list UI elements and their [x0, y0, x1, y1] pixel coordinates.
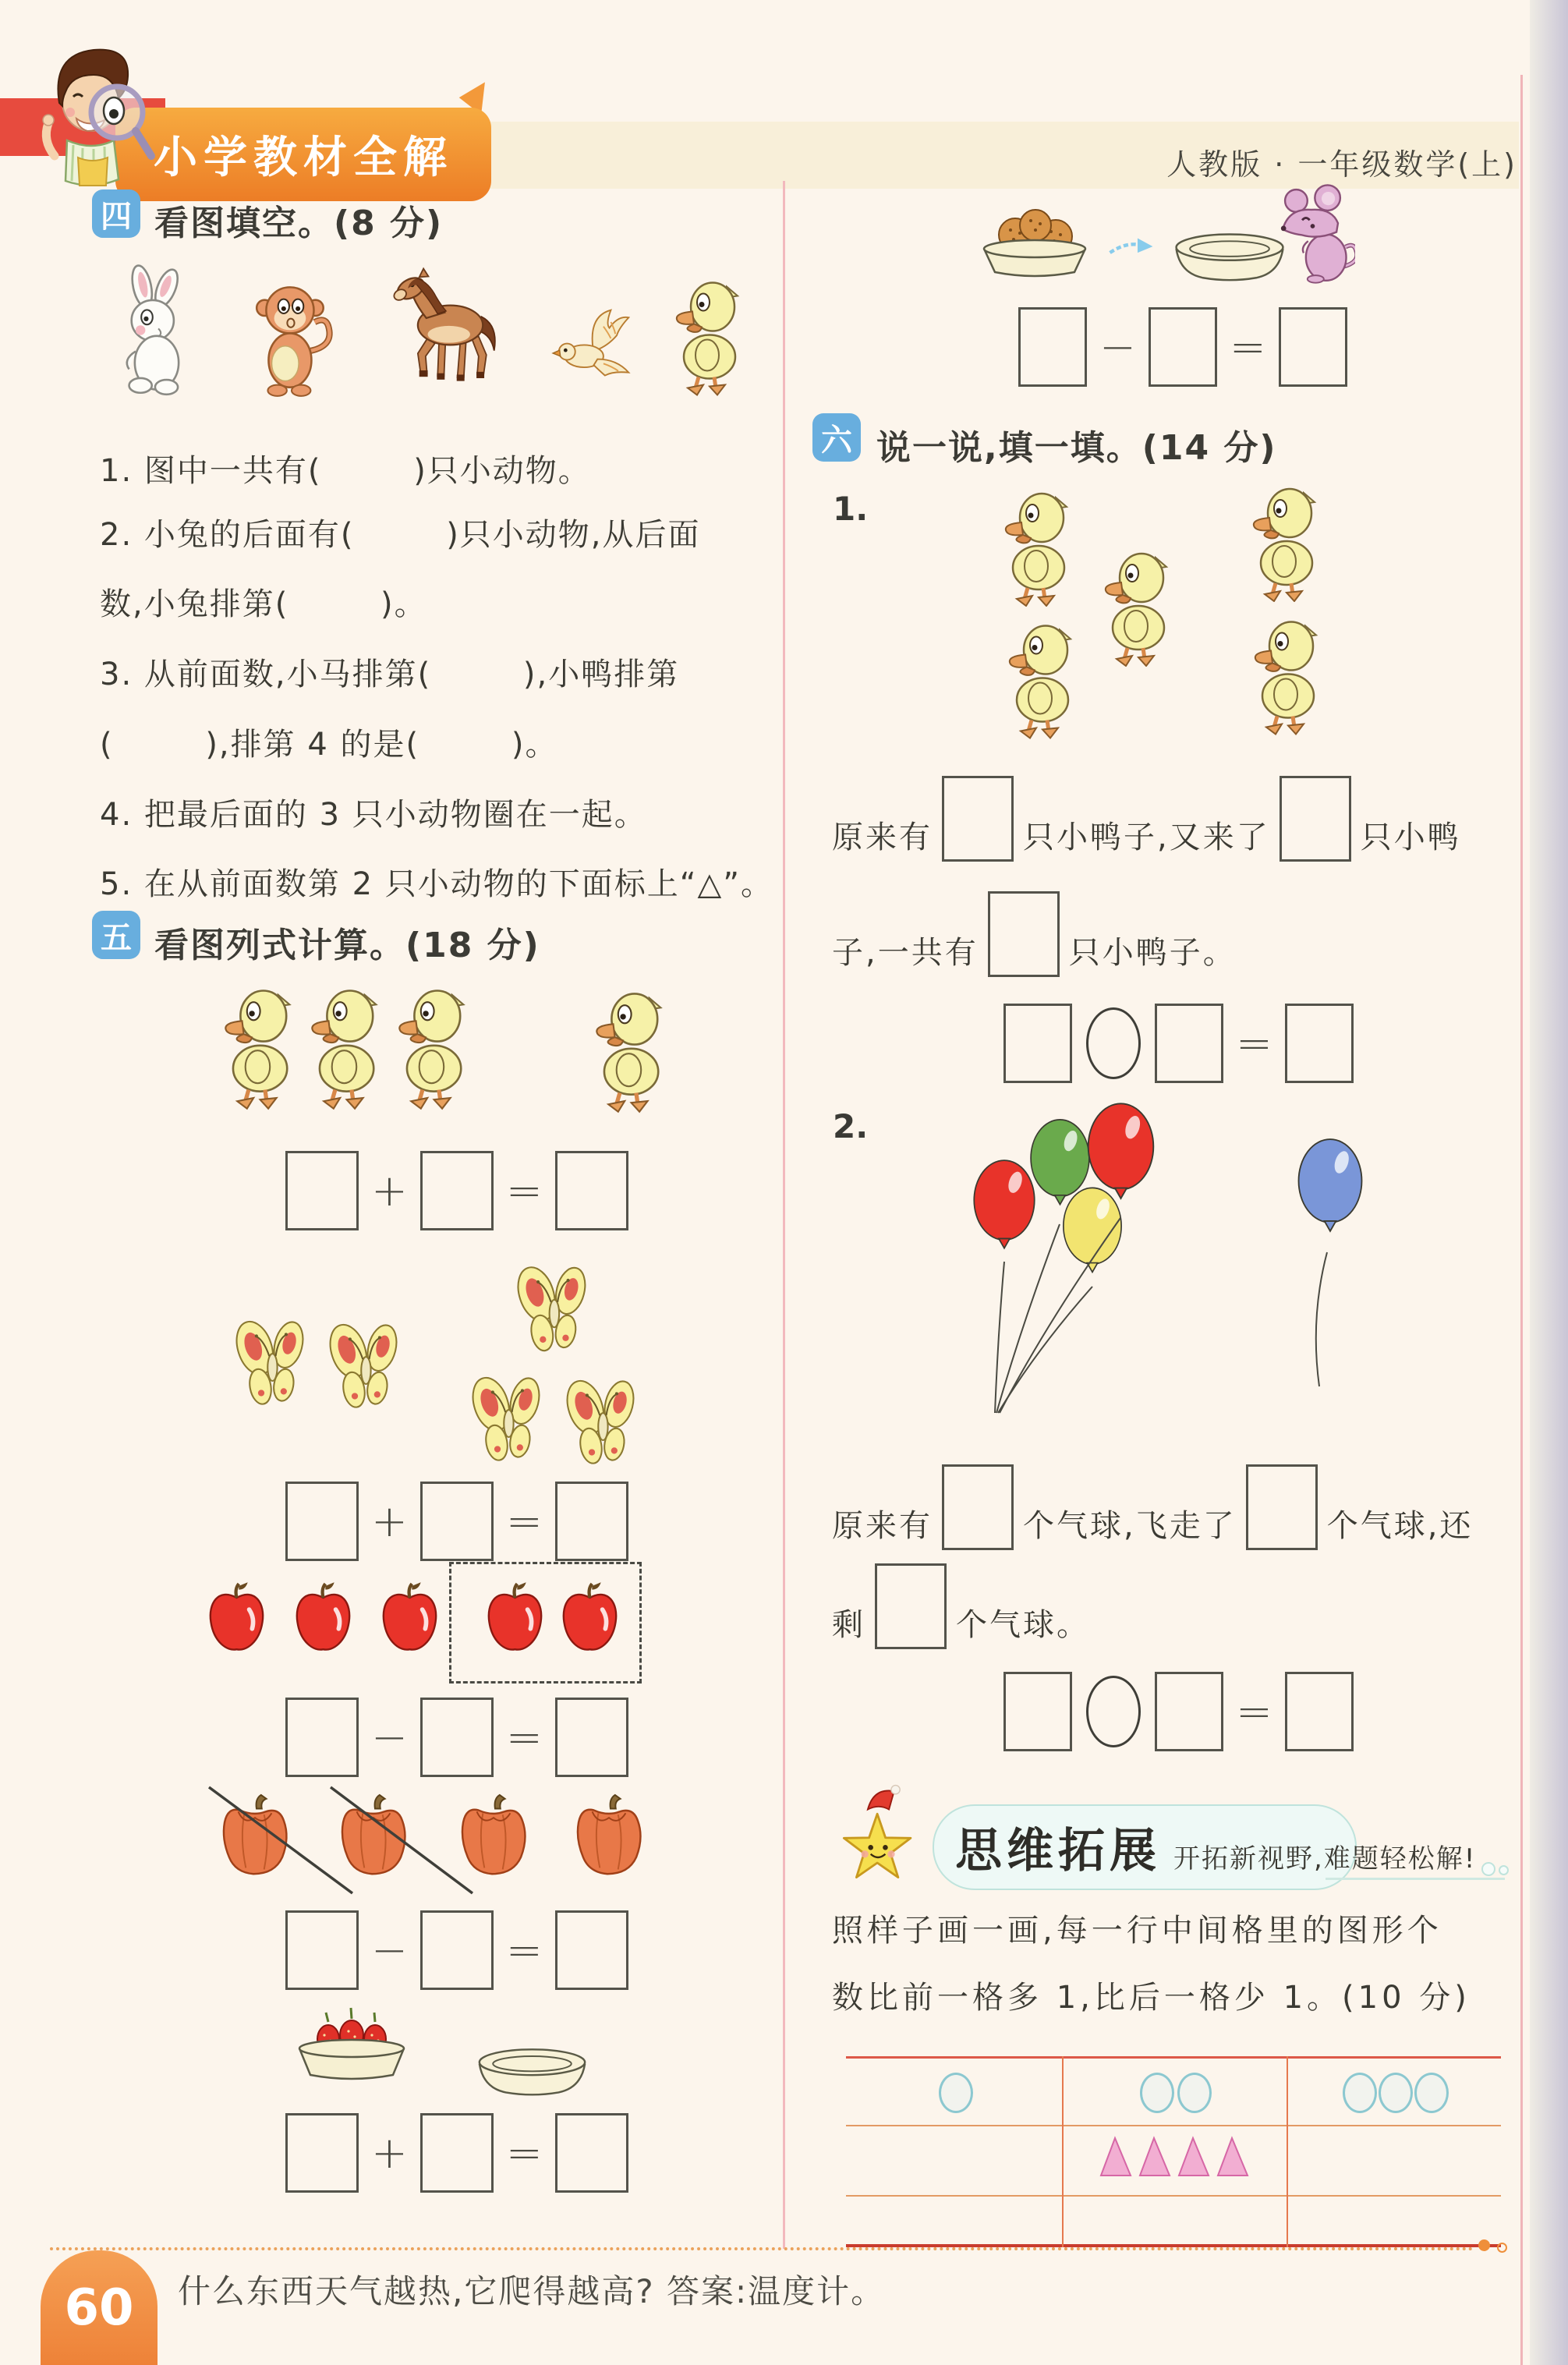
item-2-label: 2.: [833, 1107, 869, 1145]
duck-icon: [1246, 485, 1324, 602]
fill-text: 只小鸭子,又来了: [1023, 820, 1270, 855]
equals-sign: =: [1229, 321, 1266, 373]
bird-icon: [550, 306, 638, 384]
answer-box[interactable]: [555, 1482, 628, 1561]
apple-icon: [290, 1581, 356, 1655]
apple-icon: [557, 1581, 623, 1655]
question-4: 4. 把最后面的 3 只小动物圈在一起。: [100, 797, 647, 833]
question-3-line1: 3. 从前面数,小马排第( ),小鸭排第: [100, 657, 680, 692]
mouse-icon: [1269, 183, 1355, 286]
equation-ducks-choose-op: [1003, 1004, 1354, 1083]
table-line: [846, 2056, 1501, 2059]
section-five-badge: 五: [92, 911, 140, 959]
question-2-line1: 2. 小兔的后面有( )只小动物,从后面: [100, 517, 701, 553]
butterfly-icon: [232, 1315, 317, 1418]
answer-box[interactable]: [555, 1910, 628, 1990]
horse-icon: [387, 259, 500, 399]
deco-circle: [1481, 1862, 1495, 1876]
apple-icon: [377, 1581, 443, 1655]
answer-box[interactable]: [285, 1698, 359, 1777]
answer-box[interactable]: [420, 1698, 494, 1777]
deco-circle: [1499, 1865, 1509, 1875]
section-five-title: 看图列式计算。(18 分): [154, 926, 540, 965]
fill-text: 原来有: [832, 1508, 933, 1544]
footer-riddle: 什么东西天气越热,它爬得越高? 答案:温度计。: [178, 2272, 886, 2310]
operator-circle[interactable]: [1086, 1007, 1141, 1079]
thinking-subtitle: 开拓新视野,难题轻松解!: [1173, 1843, 1477, 1875]
answer-box[interactable]: [942, 776, 1014, 862]
pattern-triangles: [1098, 2135, 1254, 2180]
thinking-instruction-line2: 数比前一格多 1,比后一格少 1。(10 分): [832, 1980, 1471, 2016]
balloons-fill-line2: [832, 1567, 1090, 1649]
operator-circle[interactable]: [1086, 1676, 1141, 1747]
equation-apples: [285, 1698, 628, 1777]
page-number-badge: [41, 2250, 158, 2365]
blue-balloon-icon: [1294, 1132, 1366, 1255]
question-3-line2: ( ),排第 4 的是( )。: [100, 727, 558, 763]
thinking-underline: [1326, 1878, 1505, 1880]
section-six-title: 说一说,填一填。(14 分): [876, 428, 1277, 468]
empty-plate-icon: [468, 2034, 596, 2101]
series-logo-banner: [115, 108, 491, 201]
fill-text: 只小鸭: [1360, 820, 1461, 855]
answer-box[interactable]: [285, 1910, 359, 1990]
duck-icon: [304, 981, 386, 1115]
duck-icon: [1098, 550, 1176, 667]
rabbit-icon: [114, 264, 200, 398]
series-logo-text: 小学教材全解: [154, 133, 453, 183]
plus-operator: +: [371, 1165, 408, 1216]
apple-icon: [204, 1581, 270, 1655]
thinking-title: 思维拓展: [955, 1824, 1161, 1878]
fill-text: 只小鸭子。: [1068, 935, 1237, 971]
pattern-circle: [939, 2073, 973, 2113]
butterfly-icon: [511, 1262, 601, 1363]
answer-box[interactable]: [285, 1482, 359, 1561]
equals-sign: =: [505, 2127, 543, 2179]
table-line: [846, 2125, 1501, 2126]
footer-rule: [50, 2247, 1474, 2250]
equals-sign: =: [505, 1165, 543, 1216]
answer-box[interactable]: [555, 2113, 628, 2193]
answer-box[interactable]: [555, 1698, 628, 1777]
answer-box[interactable]: [1285, 1672, 1354, 1751]
balloon-string: [1287, 1248, 1364, 1392]
monkey-icon: [249, 274, 336, 398]
answer-box[interactable]: [875, 1563, 947, 1649]
page-number: 60: [64, 2278, 134, 2337]
strawberry-plate-icon: [285, 2000, 418, 2090]
fill-text: 个气球,还: [1326, 1508, 1474, 1544]
item-1-label: 1.: [833, 490, 869, 528]
thinking-instruction-line1: 照样子画一画,每一行中间格里的图形个: [832, 1913, 1442, 1949]
page-edge-line: [1520, 75, 1523, 2365]
answer-box[interactable]: [1003, 1004, 1072, 1083]
fill-text: 原来有: [832, 820, 933, 855]
equals-sign: =: [505, 1496, 543, 1547]
balloons-fill-line1: [832, 1464, 1473, 1550]
minus-operator: −: [371, 1924, 408, 1976]
scan-edge: [1530, 0, 1568, 2365]
answer-box[interactable]: [1155, 1672, 1223, 1751]
answer-box[interactable]: [555, 1151, 628, 1230]
section-six-badge: 六: [812, 413, 861, 462]
equation-peppers: [285, 1910, 628, 1990]
pattern-circle: [1140, 2073, 1174, 2113]
butterfly-icon: [326, 1318, 410, 1421]
pattern-circle: [1379, 2073, 1413, 2113]
duck-icon: [218, 981, 299, 1115]
plus-operator: +: [371, 2127, 408, 2179]
answer-box[interactable]: [285, 2113, 359, 2193]
apple-icon: [482, 1581, 548, 1655]
duck-icon: [669, 277, 747, 398]
answer-box[interactable]: [1285, 1004, 1354, 1083]
equation-balloons-choose-op: [1003, 1672, 1354, 1751]
pepper-icon: [569, 1793, 649, 1881]
answer-box[interactable]: [420, 2113, 494, 2193]
fill-text: 个气球。: [956, 1607, 1090, 1643]
fill-text: 剩: [832, 1607, 865, 1643]
pattern-circle: [1343, 2073, 1377, 2113]
answer-box[interactable]: [1003, 1672, 1072, 1751]
minus-operator: −: [371, 1712, 408, 1763]
star-mascot-icon: [831, 1784, 926, 1895]
answer-box[interactable]: [988, 891, 1060, 977]
cross-out-marks: [203, 1782, 483, 1899]
equation-buns: [1018, 307, 1347, 387]
fill-text: 子,一共有: [832, 935, 979, 971]
question-5: 5. 在从前面数第 2 只小动物的下面标上“△”。: [100, 866, 773, 902]
equation-butterflies: [285, 1482, 628, 1561]
answer-box[interactable]: [285, 1151, 359, 1230]
answer-box[interactable]: [1280, 776, 1351, 862]
ducks-fill-line1: [832, 776, 1461, 862]
plus-operator: +: [371, 1496, 408, 1547]
section-four-badge: 四: [92, 189, 140, 238]
buns-plate-icon: [968, 193, 1101, 281]
pattern-circle: [1414, 2073, 1449, 2113]
equals-sign: =: [505, 1924, 543, 1976]
duck-icon: [391, 981, 473, 1115]
equals-sign: =: [1236, 1018, 1272, 1069]
butterfly-icon: [469, 1371, 553, 1474]
duck-icon: [1002, 620, 1080, 741]
section-four-title: 看图填空。(8 分): [154, 204, 444, 243]
footer-dot: [1478, 2239, 1490, 2251]
answer-box[interactable]: [1018, 307, 1087, 387]
duck-icon: [1248, 616, 1326, 737]
column-divider: [783, 181, 785, 2249]
duck-icon: [589, 984, 671, 1118]
answer-box[interactable]: [1155, 1004, 1223, 1083]
pattern-empty-row[interactable]: [846, 2195, 1501, 2244]
equation-ducks: [285, 1151, 628, 1230]
butterfly-icon: [563, 1374, 647, 1477]
equals-sign: =: [1236, 1686, 1272, 1737]
footer-ring: [1497, 2243, 1507, 2253]
answer-box[interactable]: [420, 1482, 494, 1561]
answer-box[interactable]: [1246, 1464, 1318, 1550]
duck-icon: [998, 490, 1076, 607]
pattern-circle: [1177, 2073, 1212, 2113]
balloon-strings: [967, 1209, 1170, 1423]
equals-sign: =: [505, 1712, 543, 1763]
edition-label: 人教版 · 一年级数学(上): [1166, 147, 1517, 182]
question-2-line2: 数,小兔排第( )。: [100, 586, 427, 622]
fill-text: 个气球,飞走了: [1023, 1508, 1237, 1544]
answer-box[interactable]: [420, 1910, 494, 1990]
answer-box[interactable]: [420, 1151, 494, 1230]
answer-box[interactable]: [1149, 307, 1217, 387]
arrow-icon: [1107, 231, 1156, 264]
equation-strawberries: [285, 2113, 628, 2193]
answer-box[interactable]: [942, 1464, 1014, 1550]
ducks-fill-line2: [832, 895, 1237, 977]
question-1: 1. 图中一共有( )只小动物。: [100, 453, 591, 489]
answer-box[interactable]: [1279, 307, 1347, 387]
minus-operator: −: [1099, 321, 1136, 373]
